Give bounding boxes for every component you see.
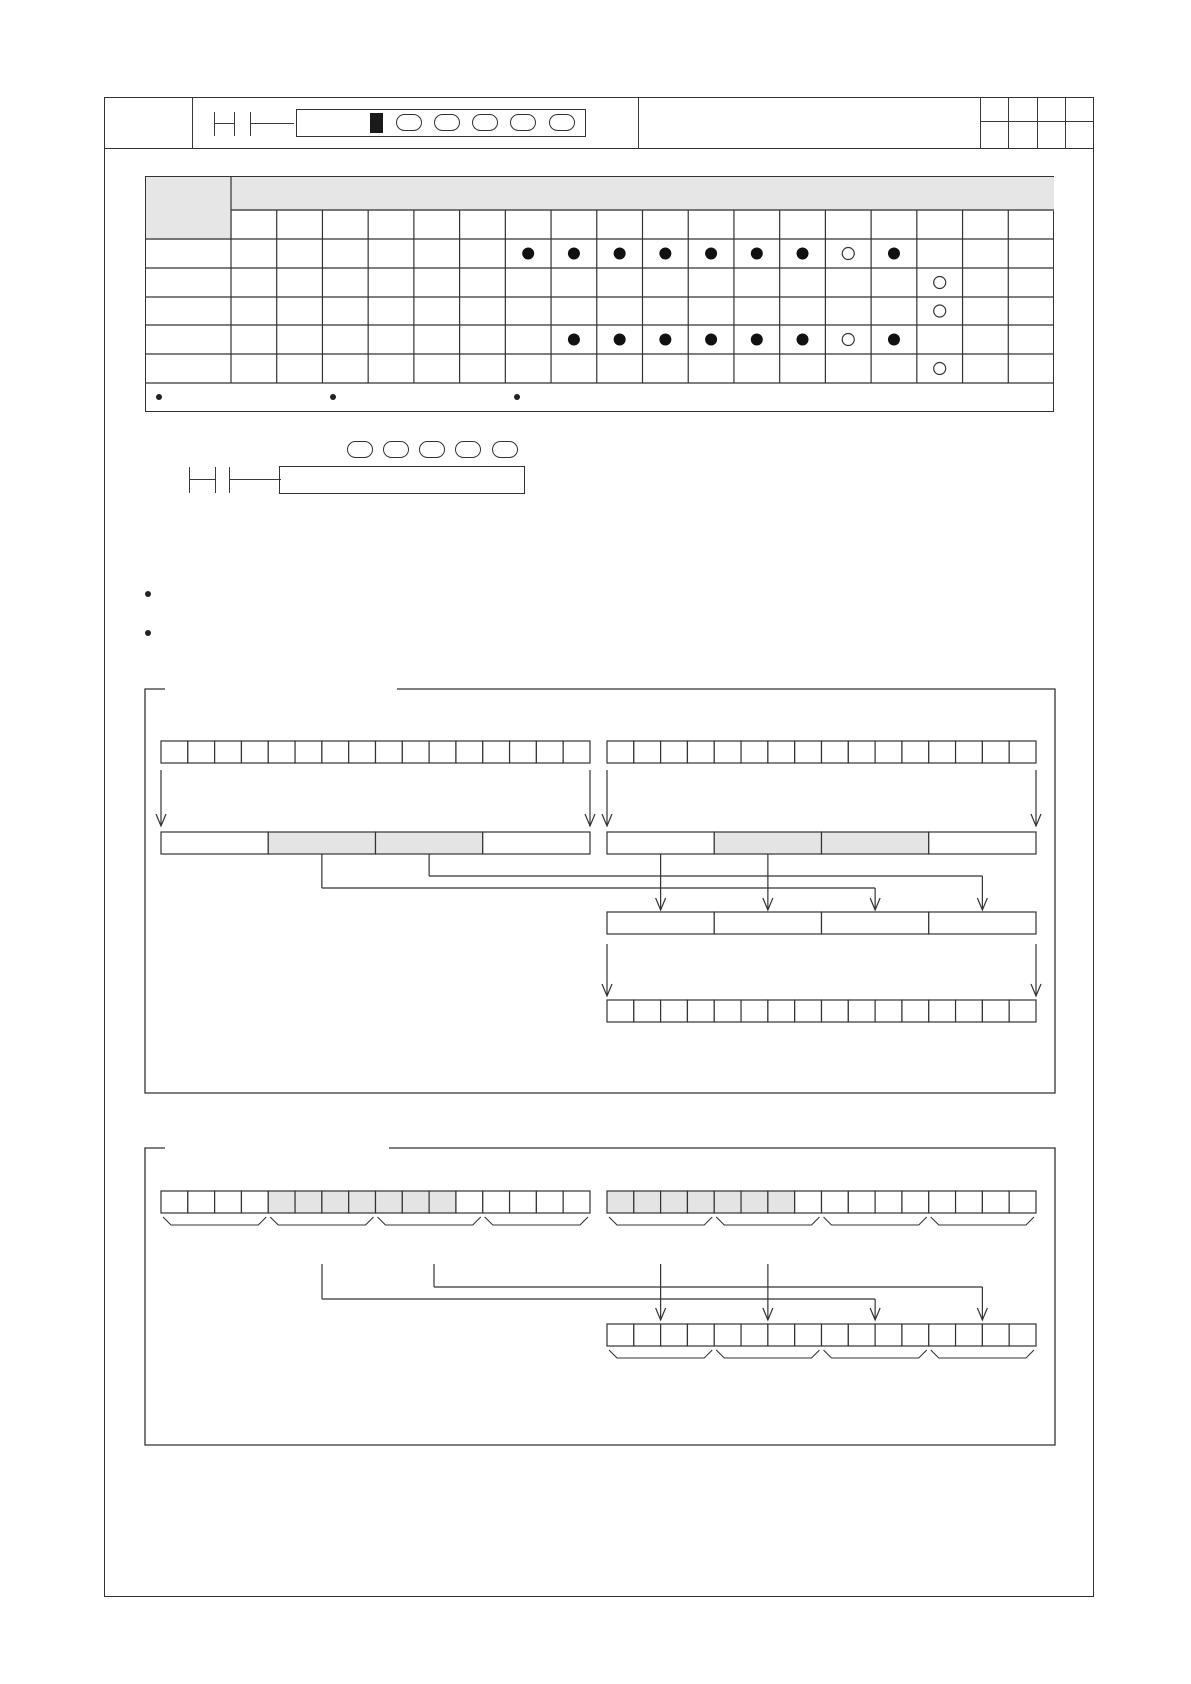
nibble-brace: [378, 1217, 481, 1225]
nibble-brace: [931, 1217, 1034, 1225]
source-bit-cell: [188, 1191, 215, 1213]
destination-bit-cell: [875, 1324, 902, 1346]
destination-bit-cell: [795, 1324, 822, 1346]
source-bit-cell: [429, 1191, 456, 1213]
destination-bit-cell: [982, 1324, 1009, 1346]
source-bit-cell: [563, 1191, 590, 1213]
nibble-brace: [716, 1217, 819, 1225]
source-bit-cell: [1009, 1191, 1036, 1213]
nibble-brace: [824, 1217, 927, 1225]
source-bit-cell: [956, 1191, 983, 1213]
destination-bit-cell: [956, 1324, 983, 1346]
source-bit-cell: [848, 1191, 875, 1213]
source-bit-cell: [483, 1191, 510, 1213]
source-bit-cell: [714, 1191, 741, 1213]
source-bit-cell: [536, 1191, 563, 1213]
source-bit-cell: [510, 1191, 537, 1213]
destination-bit-cell: [768, 1324, 795, 1346]
source-bit-cell: [982, 1191, 1009, 1213]
destination-bit-cell: [822, 1324, 849, 1346]
nibble-brace: [609, 1350, 712, 1358]
source-bit-cell: [661, 1191, 688, 1213]
source-bit-cell: [349, 1191, 376, 1213]
nibble-brace: [716, 1350, 819, 1358]
source-bit-cell: [402, 1191, 429, 1213]
destination-bit-cell: [634, 1324, 661, 1346]
source-bit-cell: [295, 1191, 322, 1213]
destination-bit-cell: [929, 1324, 956, 1346]
destination-bit-cell: [661, 1324, 688, 1346]
source-bit-cell: [456, 1191, 483, 1213]
source-bit-cell: [634, 1191, 661, 1213]
source-bit-cell: [768, 1191, 795, 1213]
source-bit-cell: [215, 1191, 242, 1213]
source-bit-cell: [741, 1191, 768, 1213]
source-bit-cell: [822, 1191, 849, 1213]
nibble-brace: [485, 1217, 588, 1225]
source-bit-cell: [795, 1191, 822, 1213]
source-bit-cell: [161, 1191, 188, 1213]
source-bit-cell: [376, 1191, 403, 1213]
source-bit-cell: [322, 1191, 349, 1213]
source-bit-cell: [241, 1191, 268, 1213]
destination-bit-cell: [714, 1324, 741, 1346]
destination-bit-cell: [741, 1324, 768, 1346]
destination-bit-cell: [607, 1324, 634, 1346]
nibble-brace: [163, 1217, 266, 1225]
source-bit-cell: [902, 1191, 929, 1213]
source-bit-cell: [875, 1191, 902, 1213]
destination-bit-cell: [848, 1324, 875, 1346]
source-bit-cell: [268, 1191, 295, 1213]
nibble-brace: [824, 1350, 927, 1358]
source-bit-cell: [929, 1191, 956, 1213]
source-bit-cell: [607, 1191, 634, 1213]
source-bit-cell: [687, 1191, 714, 1213]
nibble-brace: [609, 1217, 712, 1225]
nibble-brace: [270, 1217, 373, 1225]
destination-bit-cell: [902, 1324, 929, 1346]
destination-bit-cell: [1009, 1324, 1036, 1346]
nibble-brace: [931, 1350, 1034, 1358]
destination-bit-cell: [687, 1324, 714, 1346]
